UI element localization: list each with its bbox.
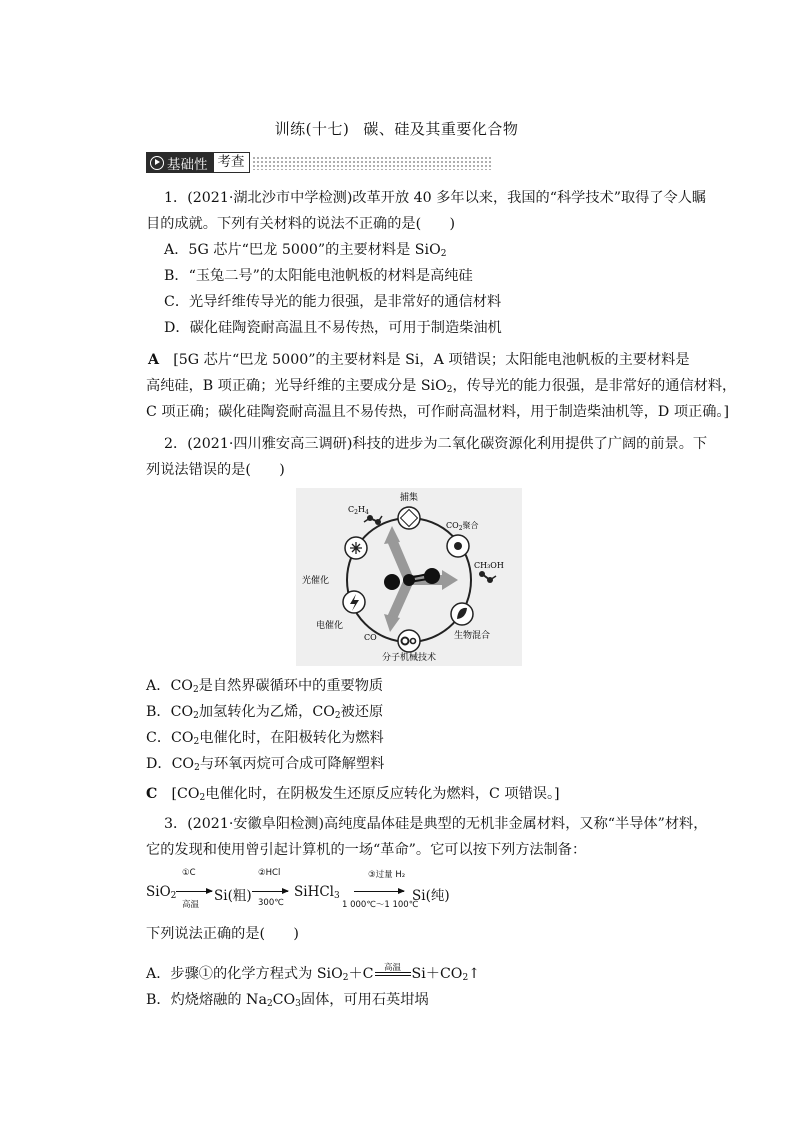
q1-option-c: C．光导纤维传导光的能力很强，是非常好的通信材料 (164, 294, 502, 310)
step3-reagent: ③过量 H₂ (368, 870, 406, 880)
q3-option-b: B．灼烧熔融的 $Na_2CO_3$固体，可用石英坩埚 (146, 992, 429, 1009)
q2-stem-line-1: 2．(2021·四川雅安高三调研)科技的进步为二氧化碳资源化利用提供了广阔的前景。下 (164, 436, 708, 452)
electrocatalysis-icon (343, 591, 365, 613)
q2-answer-letter: C (146, 786, 158, 802)
q2-answer: C [$CO_2$电催化时，在阴极发生还原反应转化为燃料，C 项错误。] (146, 786, 560, 803)
photocatalysis-icon (345, 537, 367, 559)
q2-option-a: A．$CO_2$是自然界碳循环中的重要物质 (146, 678, 384, 695)
label-ch3oh: CH₃OH (474, 561, 504, 570)
q2-option-d: D．$CO_2$与环氧丙烷可合成可降解塑料 (146, 756, 385, 773)
methanol-molecule-icon (479, 571, 496, 583)
scheme-sio2: SiO$_2$ (146, 884, 177, 901)
q1-answer-line-1: A [5G 芯片“巴龙 5000”的主要材料是 Si，A 项错误；太阳能电池帆板的主要材料是 (148, 352, 690, 368)
section-tag-label: 基础性 (167, 156, 208, 173)
dotted-divider (252, 156, 492, 170)
gear-icon (398, 630, 420, 652)
reaction-equals-sign: 高温 (375, 970, 411, 978)
play-icon (150, 156, 164, 170)
capture-icon (398, 507, 420, 529)
section-tag-suffix: 考查 (214, 152, 250, 173)
label-electrocatalysis: 电催化 (316, 621, 344, 631)
figure-diagram (296, 488, 522, 666)
scheme-pure-si: Si(纯) (412, 888, 450, 904)
step1-reagent: ①C (182, 868, 196, 878)
page-title (0, 118, 793, 139)
label-co2-polymerization: $CO_2$聚合 (446, 521, 479, 532)
label-photocatalysis: 光催化 (302, 576, 330, 586)
leaf-icon (451, 603, 473, 625)
q2-stem-line-2: 列说法错误的是( ) (146, 462, 285, 478)
section-tag (146, 152, 214, 173)
q2-option-c: C．$CO_2$电催化时，在阳极转化为燃料 (146, 730, 384, 747)
q1-answer-line-2: 高纯硅，B 项正确；光导纤维的主要成分是 SiO$_2$，传导光的能力很强，是非常好的通信材料， (146, 378, 737, 395)
q1-option-a: A．5G 芯片“巴龙 5000”的主要材料是 SiO$_2$ (164, 242, 447, 259)
step1-condition: 高温 (182, 900, 200, 910)
label-bio-hybrid: 生物混合 (454, 631, 491, 641)
q3-option-a: A．步骤①的化学方程式为 SiO$_2$＋C 高温 $Si+CO_2↑$ (146, 963, 481, 983)
label-c2h4: $C_2H_4$ (348, 505, 369, 516)
step2-reagent: ②HCl (258, 868, 281, 878)
title-part-1: 训练(十七) (274, 120, 350, 138)
scheme-crude-si: Si(粗) (214, 888, 252, 904)
q1-option-b: B．“玉兔二号”的太阳能电池帆板的材料是高纯硅 (164, 268, 473, 284)
scheme-sihcl3: SiHCl$_3$ (294, 884, 340, 901)
q1-stem-line-2: 目的成就。下列有关材料的说法不正确的是( ) (146, 216, 456, 232)
q3-stem-line-1: 3．(2021·安徽阜阳检测)高纯度晶体硅是典型的无机非金属材料，又称“半导体”材料， (164, 816, 708, 832)
q1-option-d: D．碳化硅陶瓷耐高温且不易传热，可用于制造柴油机 (164, 320, 502, 336)
q1-answer-letter: A (148, 352, 160, 368)
step3-condition: 1 000℃～1 100℃ (342, 900, 419, 910)
step3-arrow (354, 891, 404, 892)
step2-condition: 300℃ (258, 898, 284, 908)
step2-arrow (252, 891, 288, 892)
label-capture: 捕集 (399, 493, 419, 503)
q3-prompt: 下列说法正确的是( ) (146, 926, 299, 942)
preparation-scheme (146, 864, 466, 914)
q3-stem-line-2: 它的发现和使用曾引起计算机的一场“革命”。它可以按下列方法制备： (146, 842, 587, 858)
step1-arrow (176, 891, 212, 892)
q1-answer-line-3: C 项正确；碳化硅陶瓷耐高温且不易传热，可作耐高温材料，用于制造柴油机等，D 项正确。] (146, 404, 730, 420)
section-banner (146, 152, 492, 173)
q2-option-b: B．$CO_2$加氢转化为乙烯，$CO_2$被还原 (146, 704, 384, 721)
polymer-icon (447, 535, 469, 557)
title-part-2: 碳、硅及其重要化合物 (363, 120, 519, 138)
label-co: CO (364, 633, 377, 642)
molecular-machine-figure (296, 488, 522, 666)
figure-caption: 分子机械技术 (381, 653, 437, 663)
q1-stem-line-1: 1．(2021·湖北沙市中学检测)改革开放 40 多年以来，我国的“科学技术”取得了令人瞩 (164, 190, 707, 206)
ethylene-molecule-icon (364, 515, 382, 525)
